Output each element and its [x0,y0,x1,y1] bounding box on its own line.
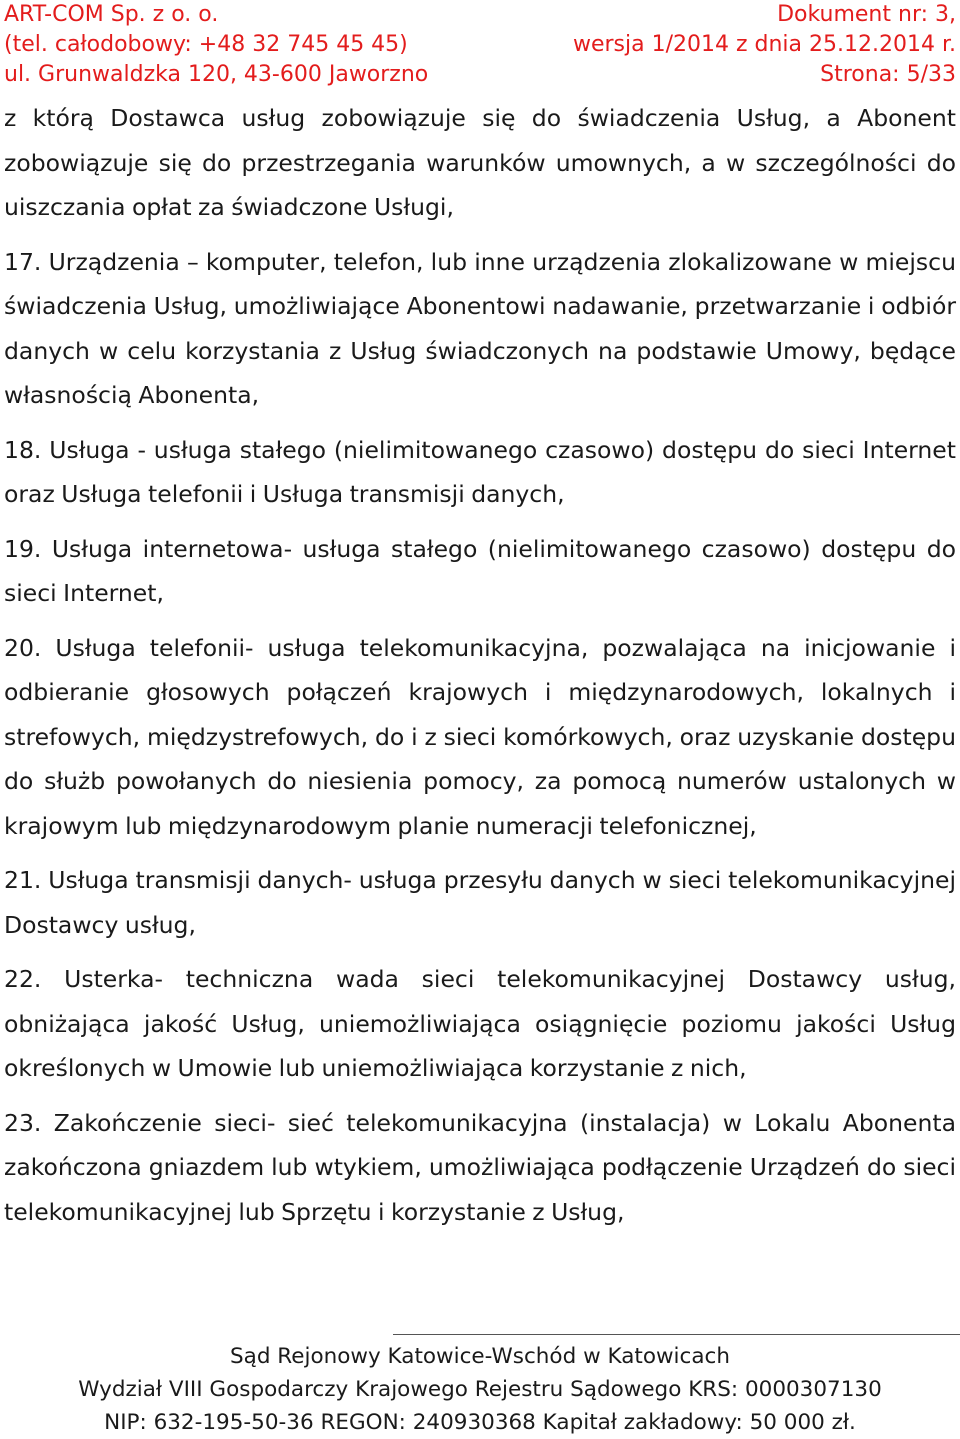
definition-item-18 [4,428,956,517]
item-number: 17. [4,247,42,276]
item-text: Usterka- techniczna wada sieci telekomunikacyjnej Dostawcy usług, obniżająca jakość Usług, uniemożliwiająca osiągnięcie poziomu jakości Usług określonych w Umowie lub uniemożliwiająca korzystanie z nich, [4,965,956,1082]
footer-registry: Wydział VIII Gospodarczy Krajowego Rejestru Sądowego KRS: 0000307130 [78,1377,882,1402]
page-number: Strona: 5/33 [820,62,956,87]
intro-paragraph: z którą Dostawca usług zobowiązuje się do świadczenia Usług, a Abonent zobowiązuje się do przestrzegania warunków umownych, a w szczególności do uiszczania opłat za świadczone Usługi, [4,104,956,221]
footer-divider [393,1334,960,1335]
page-header [4,0,956,90]
definition-item-19 [4,527,956,616]
footer-court: Sąd Rejonowy Katowice-Wschód w Katowicach [230,1344,730,1369]
company-address: ul. Grunwaldzka 120, 43-600 Jaworzno [4,62,429,87]
footer-company-ids: NIP: 632-195-50-36 REGON: 240930368 Kapitał zakładowy: 50 000 zł. [104,1410,856,1435]
item-number: 22. [4,965,42,993]
definition-item-21 [4,858,956,947]
document-body [4,96,956,1234]
item-number: 20. [4,633,42,662]
item-number: 18. [4,435,42,464]
company-phone: (tel. całodobowy: +48 32 745 45 45) [4,32,408,57]
definition-item-20 [4,626,956,849]
item-text: Usługa telefonii- usługa telekomunikacyjna, pozwalająca na inicjowanie i odbieranie głosowych połączeń krajowych i międzynarodowych, lokalnych i strefowych, międzystrefowych, do i z sieci komórkowych, oraz uzyskanie dostępu do służb powołanych do niesienia pomocy, za pomocą numerów ustalonych w krajowym lub międzynarodowym planie numeracji telefonicznej, [4,633,956,840]
item-number: 21. [4,866,42,894]
document-number: Dokument nr: 3, [777,2,956,27]
item-text: Zakończenie sieci- sieć telekomunikacyjna (instalacja) w Lokalu Abonenta zakończona gniazdem lub wtykiem, umożliwiająca podłączenie Urządzeń do sieci telekomunikacyjnej lub Sprzętu i korzystanie z Usług, [4,1108,956,1226]
header-row-1 [4,0,956,30]
item-number: 23. [4,1108,42,1137]
header-row-3 [4,60,956,90]
definition-item-22 [4,957,956,1091]
definition-item-23 [4,1101,956,1235]
document-version: wersja 1/2014 z dnia 25.12.2014 r. [572,32,956,57]
page-footer [0,1340,960,1439]
item-text: Urządzenia – komputer, telefon, lub inne urządzenia zlokalizowane w miejscu świadczenia Usług, umożliwiające Abonentowi nadawanie, przetwarzanie i odbiór danych w celu korzystania z Usług świadczonych na podstawie Umowy, będące własnością Abonenta, [4,247,956,409]
definition-item-17 [4,240,956,418]
item-text: Usługa - usługa stałego (nielimitowanego czasowo) dostępu do sieci Internet oraz Usługa telefonii i Usługa transmisji danych, [4,435,956,508]
company-name: ART-COM Sp. z o. o. [4,2,219,27]
item-text: Usługa transmisji danych- usługa przesyłu danych w sieci telekomunikacyjnej Dostawcy usług, [4,866,956,939]
header-row-2 [4,30,956,60]
item-text: Usługa internetowa- usługa stałego (nielimitowanego czasowo) dostępu do sieci Internet, [4,534,956,607]
item-number: 19. [4,534,42,563]
